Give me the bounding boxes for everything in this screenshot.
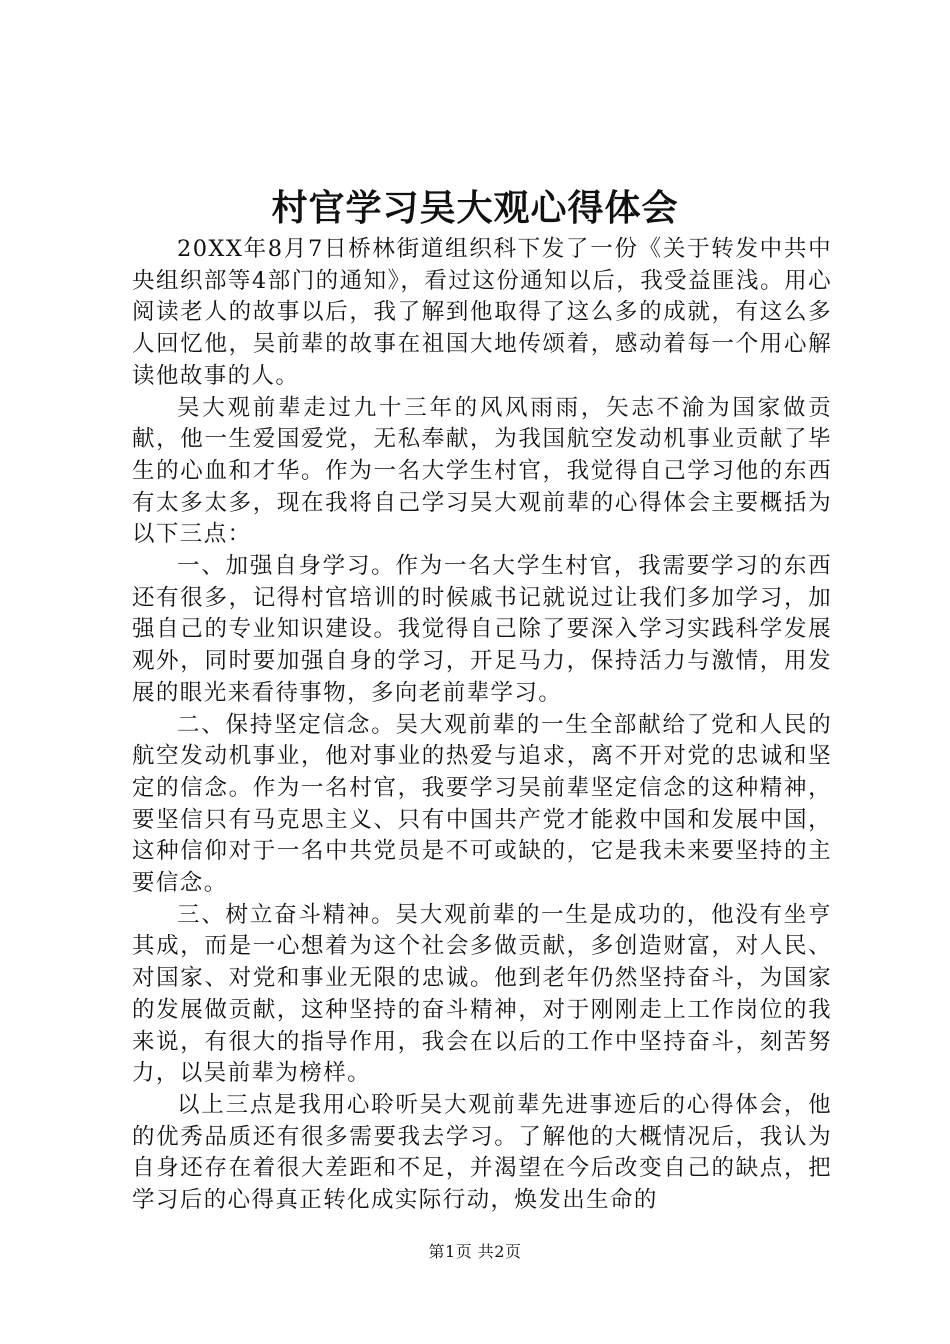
page-number-footer: 第1页 共2页 <box>428 1242 522 1261</box>
document-body <box>132 234 832 1217</box>
paragraph-background: 吴大观前辈走过九十三年的风风雨雨，矢志不渝为国家做贡献，他一生爱国爱党，无私奉献，为我国航空发动机事业贡献了毕生的心血和才华。作为一名大学生村官，我觉得自己学习他的东西有太多太多，现在我将自己学习吴大观前辈的心得体会主要概括为以下三点： <box>132 394 832 548</box>
paragraph-point-three: 三、树立奋斗精神。吴大观前辈的一生是成功的，他没有坐亨其成，而是一心想着为这个社会多做贡献，多创造财富，对人民、对国家、对党和事业无限的忠诚。他到老年仍然坚持奋斗，为国家的发展做贡献，这种坚持的奋斗精神，对于刚刚走上工作岗位的我来说，有很大的指导作用，我会在以后的工作中坚持奋斗，刻苦努力，以吴前辈为榜样。 <box>132 901 832 1087</box>
paragraph-point-one: 一、加强自身学习。作为一名大学生村官，我需要学习的东西还有很多，记得村官培训的时候戚书记就说过让我们多加学习，加强自己的专业知识建设。我觉得自己除了要深入学习实践科学发展观外，同时要加强自身的学习，开足马力，保持活力与激情，用发展的眼光来看待事物，多向老前辈学习。 <box>132 553 832 706</box>
paragraph-point-two: 二、保持坚定信念。吴大观前辈的一生全部献给了党和人民的航空发动机事业，他对事业的热爱与追求，离不开对党的忠诚和坚定的信念。作为一名村官，我要学习吴前辈坚定信念的这种精神，要坚信只有马克思主义、只有中国共产党才能救中国和发展中国，这种信仰对于一名中共党员是不可或缺的，它是我未来要坚持的主要信念。 <box>132 711 832 897</box>
paragraph-conclusion: 以上三点是我用心聆听吴大观前辈先进事迹后的心得体会，他的优秀品质还有很多需要我去学习。了解他的大概情况后，我认为自身还存在着很大差距和不足，并渴望在今后改变自己的缺点，把学习后的心得真正转化成实际行动，焕发出生命的 <box>132 1091 832 1214</box>
paragraph-intro: 20XX年8月7日桥林街道组织科下发了一份《关于转发中共中央组织部等4部门的通知》，看过这份通知以后，我受益匪浅。用心阅读老人的故事以后，我了解到他取得了这么多的成就，有这么多人回忆他，吴前辈的故事在祖国大地传颂着，感动着每一个用心解读他故事的人。 <box>132 236 832 389</box>
document-title: 村官学习吴大观心得体会 <box>271 187 679 229</box>
